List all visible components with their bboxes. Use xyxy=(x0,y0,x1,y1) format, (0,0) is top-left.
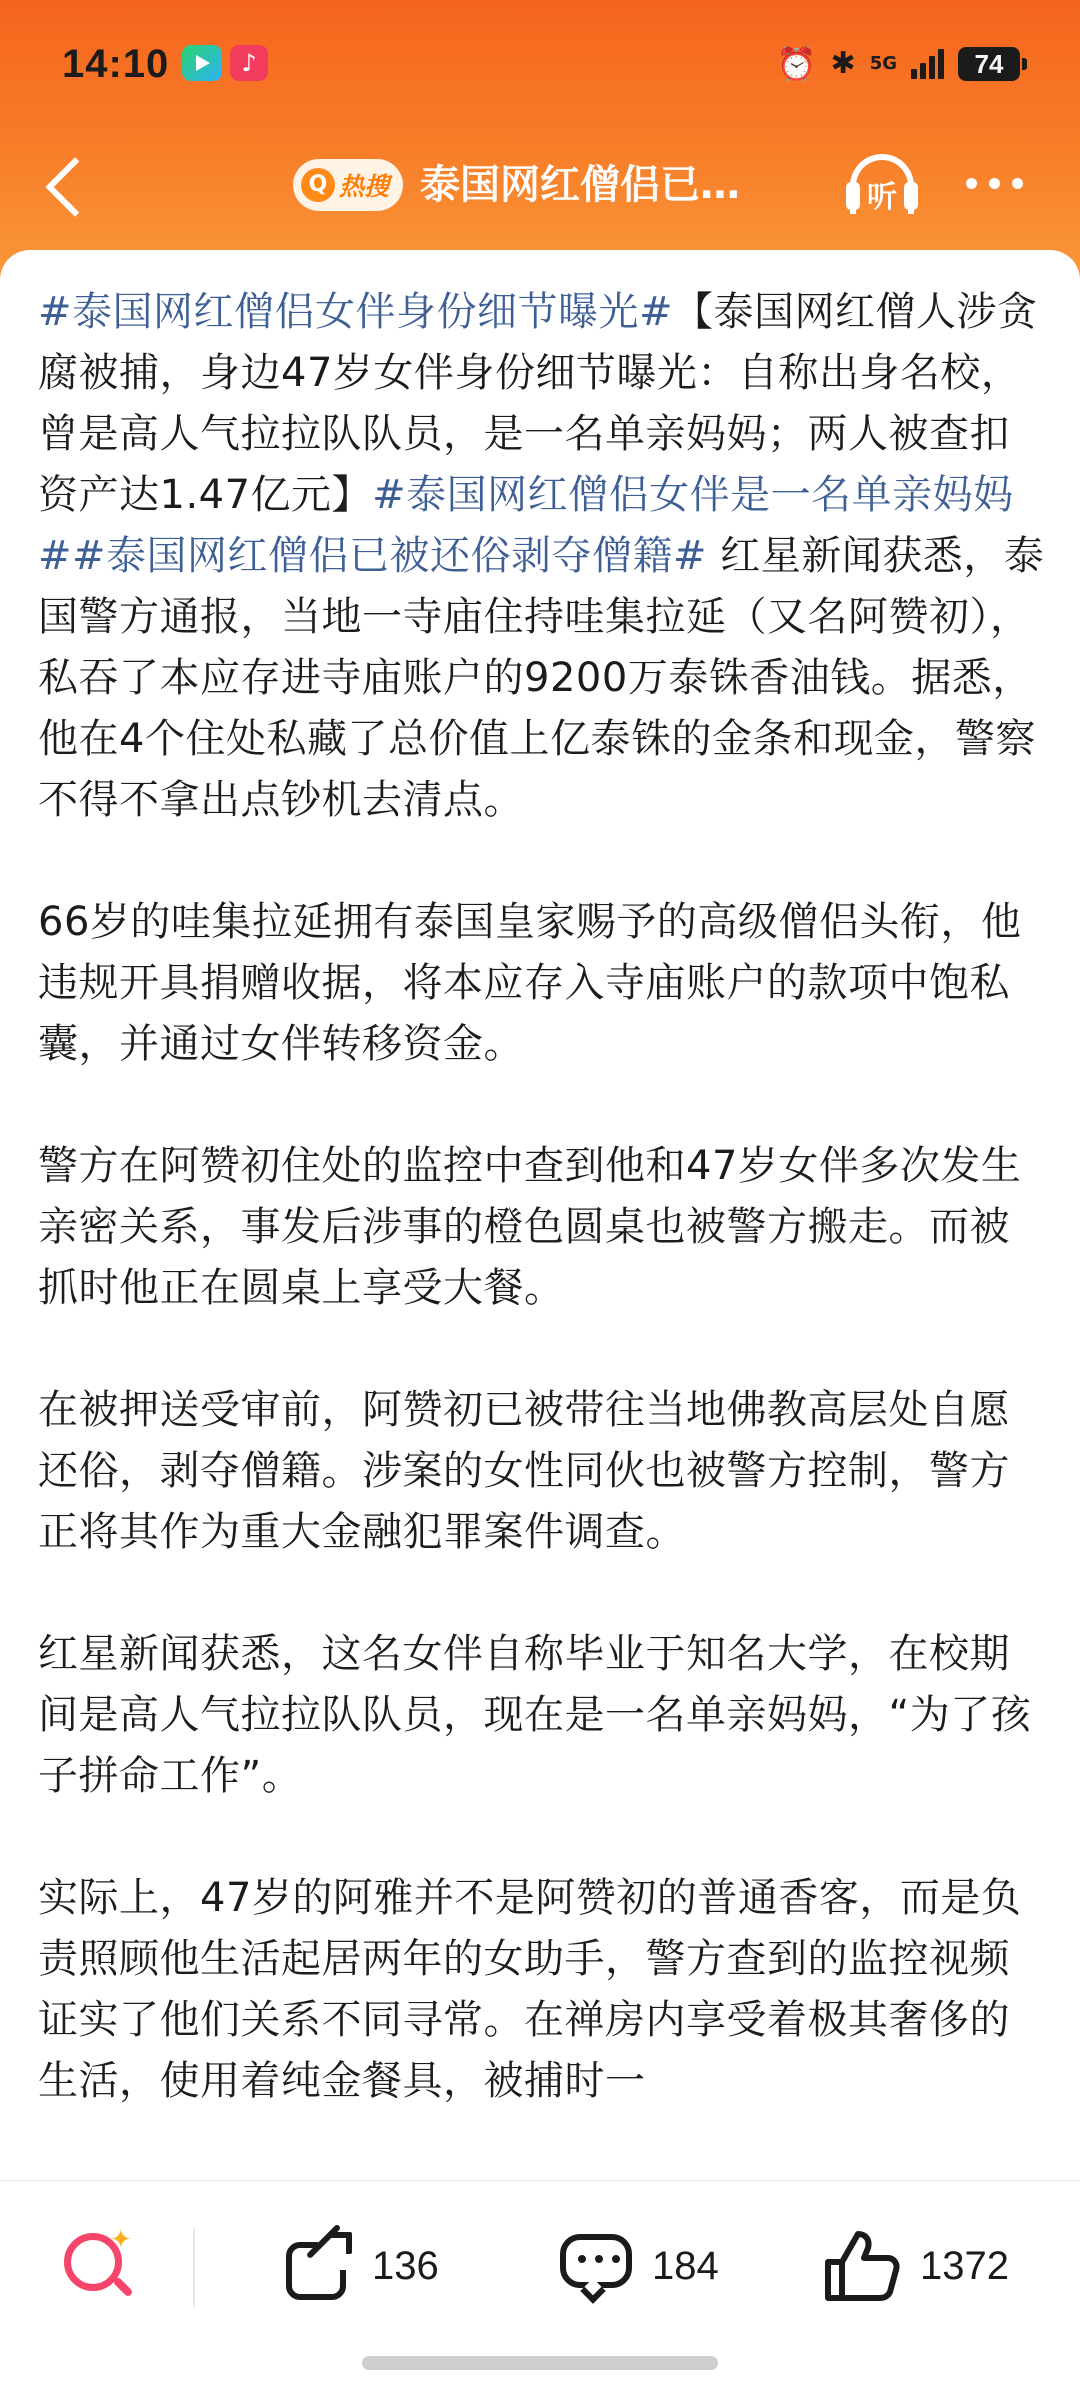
article-text: 红星新闻获悉，泰国警方通报，当地一寺庙住持哇集拉延（又名阿赞初），私吞了本应存进寺庙账户的9200万泰铢香油钱。据悉，他在4个住处私藏了总价值上亿泰铢的金条和现金，警察不得不拿出点钞机去清点。 xyxy=(38,533,1045,823)
ai-search-button[interactable] xyxy=(60,2225,140,2305)
hashtag-link[interactable]: #泰国网红僧侣女伴身份细节曝光# xyxy=(38,289,674,335)
page-title: 泰国网红僧侣已… xyxy=(420,162,740,208)
share-button[interactable] xyxy=(282,2221,439,2311)
hot-search-badge[interactable] xyxy=(293,159,403,211)
search-icon: Q xyxy=(301,168,335,202)
like-button[interactable] xyxy=(822,2221,1009,2311)
share-icon xyxy=(282,2230,354,2302)
article-text: 【泰国网红僧人涉贪腐被捕，身边47岁女伴身份细节曝光：自称出身名校，曾是高人气拉拉队队员，是一名单亲妈妈；两人被查扣资产达1.47亿元】 xyxy=(38,289,1038,518)
status-bar xyxy=(0,0,1080,130)
more-dot-icon xyxy=(1012,178,1023,189)
hashtag-link[interactable]: #泰国网红僧侣女伴是一名单亲妈妈# xyxy=(38,472,1014,579)
comment-icon-dots xyxy=(578,2255,620,2263)
share-icon-head xyxy=(330,2232,352,2254)
music-app-icon: ♪ xyxy=(230,45,268,81)
video-app-icon xyxy=(182,45,222,81)
article-body xyxy=(38,282,1048,2173)
battery-icon: 74 xyxy=(958,47,1020,81)
share-count: 136 xyxy=(372,2243,439,2288)
search-handle xyxy=(112,2276,133,2297)
divider xyxy=(193,2227,195,2307)
comment-count: 184 xyxy=(652,2243,719,2288)
comment-button[interactable] xyxy=(558,2221,719,2311)
network-type: 5G xyxy=(869,53,897,74)
bluetooth-icon: ✱ xyxy=(830,46,856,81)
like-count: 1372 xyxy=(920,2243,1009,2288)
paragraph-4: 在被押送受审前，阿赞初已被带往当地佛教高层处自愿还俗，剥夺僧籍。涉案的女性同伙也被警方控制，警方正将其作为重大金融犯罪案件调查。 xyxy=(38,1387,1010,1555)
paragraph-5: 红星新闻获悉，这名女伴自称毕业于知名大学，在校期间是高人气拉拉队队员，现在是一名单亲妈妈，“为了孩子拼命工作”。 xyxy=(38,1631,1032,1799)
home-indicator[interactable] xyxy=(362,2356,718,2370)
listen-label: 听 xyxy=(867,180,897,215)
comment-icon xyxy=(558,2230,634,2302)
paragraph-1 xyxy=(38,282,1048,831)
back-button[interactable] xyxy=(40,150,90,220)
hashtag-link[interactable]: #泰国网红僧侣已被还俗剥夺僧籍# xyxy=(72,533,708,579)
status-time: 14:10 xyxy=(62,42,170,86)
paragraph-2: 66岁的哇集拉延拥有泰国皇家赐予的高级僧侣头衔，他违规开具捐赠收据，将本应存入寺庙账户的款项中饱私囊，并通过女伴转移资金。 xyxy=(38,899,1022,1067)
sparkle-icon: ✦ xyxy=(110,2225,132,2255)
more-button[interactable] xyxy=(966,178,1023,189)
listen-button[interactable] xyxy=(842,148,922,218)
signal-icon xyxy=(911,49,944,79)
status-indicators xyxy=(777,44,1020,84)
alarm-icon: ⏰ xyxy=(776,45,817,83)
more-dot-icon xyxy=(989,178,1000,189)
paragraph-3: 警方在阿赞初住处的监控中查到他和47岁女伴多次发生亲密关系，事发后涉事的橙色圆桌也被警方搬走。而被抓时他正在圆桌上享受大餐。 xyxy=(38,1143,1022,1311)
paragraph-6: 实际上，47岁的阿雅并不是阿赞初的普通香客，而是负责照顾他生活起居两年的女助手，警方查到的监控视频证实了他们关系不同寻常。在禅房内享受着极其奢侈的生活，使用着纯金餐具，被捕时一 xyxy=(38,1875,1022,2104)
thumbs-up-icon xyxy=(822,2228,902,2304)
hot-badge-label: 热搜 xyxy=(339,172,390,201)
more-dot-icon xyxy=(966,178,977,189)
